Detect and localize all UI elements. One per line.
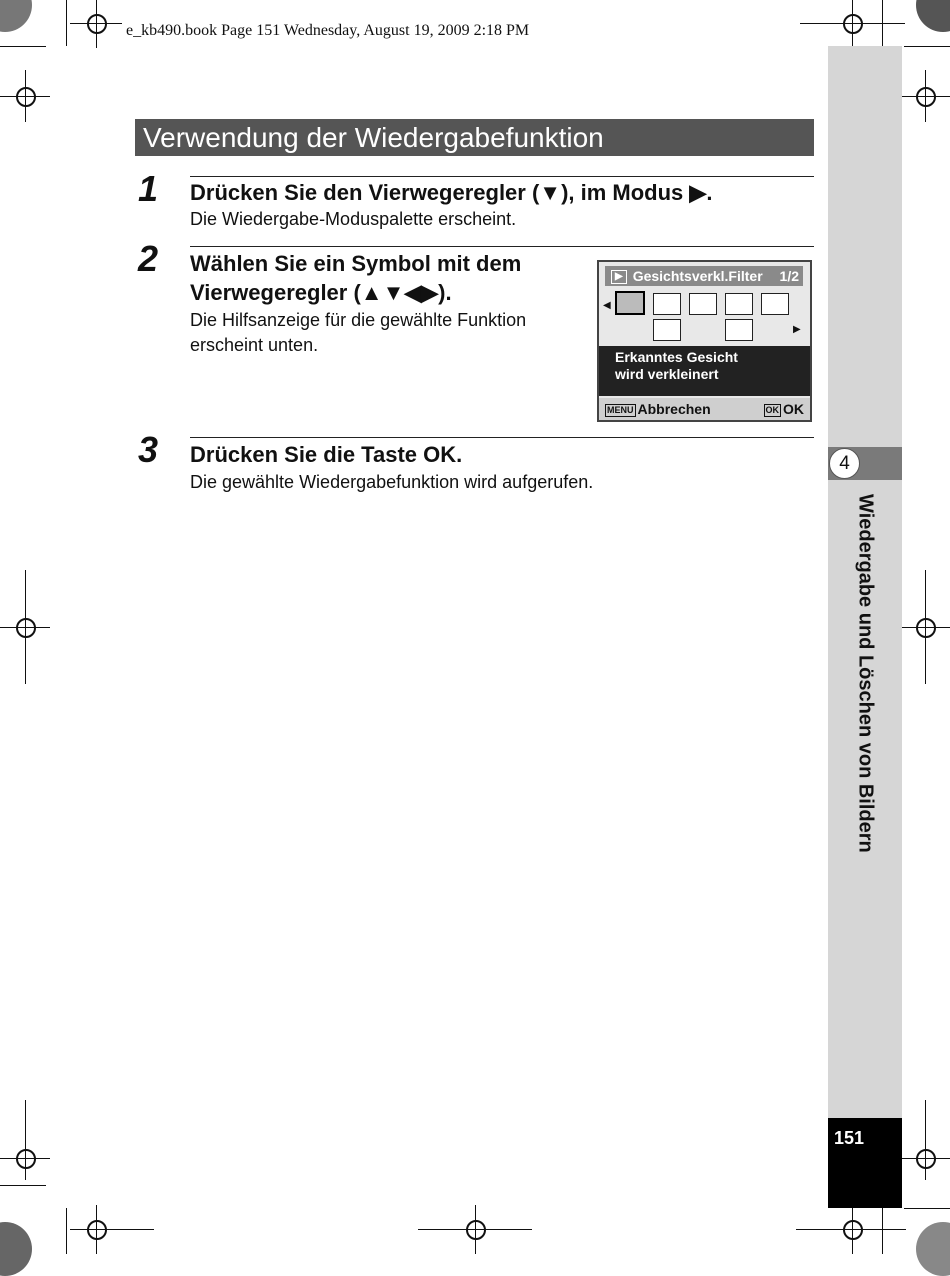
lcd-help-line-2: wird verkleinert bbox=[615, 366, 719, 382]
lcd-title-bar bbox=[605, 266, 803, 286]
section-title bbox=[135, 119, 814, 156]
index-icon bbox=[725, 293, 753, 315]
menu-button-tag: MENU bbox=[607, 404, 634, 415]
lcd-function-title: Gesichtsverkl.Filter bbox=[632, 268, 763, 284]
frame-icon bbox=[725, 319, 753, 341]
page-number: 151 bbox=[834, 1128, 865, 1148]
step-1-text: Die Wiedergabe-Moduspalette erscheint. bbox=[190, 209, 517, 229]
step-1-rule bbox=[190, 176, 814, 177]
lcd-icon-palette bbox=[603, 290, 801, 342]
filter-icon bbox=[653, 319, 681, 341]
section-title-text: Verwendung der Wiedergabefunktion bbox=[143, 122, 604, 153]
lcd-bottom-bar bbox=[599, 398, 810, 420]
lcd-cancel-label: Abbrechen bbox=[637, 401, 711, 417]
slideshow-icon bbox=[653, 293, 681, 315]
step-2-rule bbox=[190, 246, 814, 247]
lcd-help-line-1: Erkanntes Gesicht bbox=[615, 349, 738, 365]
arrow-left-icon: ◀ bbox=[603, 300, 611, 311]
chapter-number: 4 bbox=[829, 448, 860, 479]
arrow-right-icon: ▶ bbox=[793, 324, 801, 335]
face-filter-icon bbox=[615, 291, 645, 315]
step-2-heading-1: Wählen Sie ein Symbol mit dem bbox=[190, 251, 522, 276]
red-eye-icon bbox=[761, 319, 787, 339]
step-3-text: Die gewählte Wiedergabefunktion wird aufgerufen. bbox=[190, 472, 594, 492]
camera-lcd-screen bbox=[597, 260, 812, 422]
playback-mode-icon: ▶ bbox=[611, 270, 627, 284]
step-2-text-2: erscheint unten. bbox=[190, 335, 319, 355]
step-2-text-1: Die Hilfsanzeige für die gewählte Funktion bbox=[190, 310, 527, 330]
step-1-number: 1 bbox=[138, 168, 159, 209]
chapter-title: Wiedergabe und Löschen von Bildern bbox=[854, 494, 877, 853]
print-header: e_kb490.book Page 151 Wednesday, August 19, 2009 2:18 PM bbox=[126, 22, 530, 39]
cropping-icon bbox=[689, 319, 715, 339]
step-3-rule bbox=[190, 437, 814, 438]
step-3-heading: Drücken Sie die Taste OK. bbox=[190, 442, 463, 467]
lcd-help-text bbox=[599, 346, 810, 396]
lcd-page-indicator: 1/2 bbox=[779, 268, 799, 284]
frame-composite-icon bbox=[761, 293, 789, 315]
step-2-heading-2: Vierwegeregler (▲▼◀▶). bbox=[190, 280, 452, 305]
step-1-heading: Drücken Sie den Vierwegeregler (▼), im Modus ▶. bbox=[190, 180, 713, 205]
lcd-ok-label: OK bbox=[783, 401, 804, 417]
ok-button-tag: OK bbox=[765, 404, 779, 415]
step-2-number: 2 bbox=[138, 238, 159, 279]
rotate-icon bbox=[617, 319, 643, 339]
resize-icon bbox=[689, 293, 717, 315]
step-3-number: 3 bbox=[138, 429, 159, 470]
